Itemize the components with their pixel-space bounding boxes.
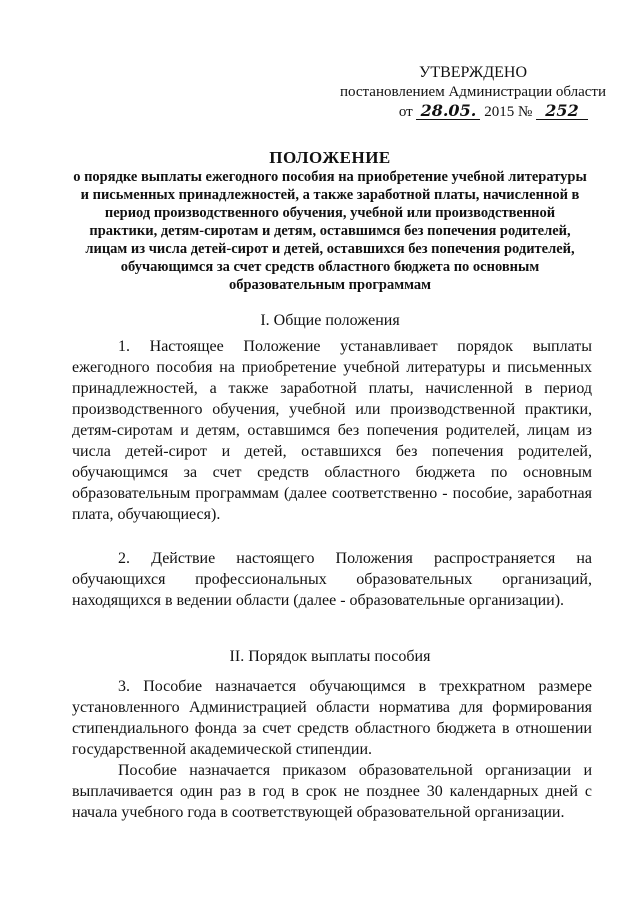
approval-decree-line: постановлением Администрации области xyxy=(339,84,607,100)
approval-from-label: от xyxy=(398,104,413,120)
approval-date-line xyxy=(328,103,618,121)
section-2-title: II. Порядок выплаты пособия xyxy=(229,648,431,665)
document-subtitle: о порядке выплаты ежегодного пособия на приобретение учебной литературы и письменных принадлежностей, а также заработной платы, начисленной в период производственного обучения, учебной или производственной практики, детям-сиротам и детям, оставшимся без попечения родителей, лицам из числа детей-сирот и детей, оставшихся без попечения родителей, обучающимся за счет средств областного бюджета по основным образовательным программам xyxy=(73,169,587,293)
paragraph-2: 2. Действие настоящего Положения распространяется на обучающихся профессиональных образовательных организаций, находящихся в ведении области (далее - образовательные организации). xyxy=(72,550,592,609)
paragraph-3: 3. Пособие назначается обучающимся в трехкратном размере установленного Администрацией области норматива для формирования стипендиального фонда за счет средств областного бюджета в отношении государственной академической стипендии. xyxy=(72,678,592,758)
approval-number-handwritten: 252 xyxy=(536,103,588,120)
section-1-title: I. Общие положения xyxy=(260,312,400,329)
paragraph-4: Пособие назначается приказом образовательной организации и выплачивается один раз в год в срок не позднее 30 календарных дней с начала учебного года в соответствующей образовательной организации. xyxy=(72,762,592,821)
paragraph-1: 1. Настоящее Положение устанавливает порядок выплаты ежегодного пособия на приобретение учебной литературы и письменных принадлежностей, а также заработной платы, начисленной в период производственного обучения, учебной или производственной практики, детям-сиротам и детям, оставшимся без попечения родителей, лицам из числа детей-сирот и детей, оставшихся без попечения родителей, обучающимся за счет средств областного бюджета по основным образовательным программам (далее соответственно - пособие, заработная плата, обучающиеся). xyxy=(72,338,592,523)
approval-date-handwritten: 28.05. xyxy=(416,103,480,120)
document-title: ПОЛОЖЕНИЕ xyxy=(269,148,391,167)
approval-year-text: 2015 № xyxy=(484,104,533,120)
approval-block xyxy=(328,64,618,121)
approval-title: УТВЕРЖДЕНО xyxy=(418,64,527,81)
